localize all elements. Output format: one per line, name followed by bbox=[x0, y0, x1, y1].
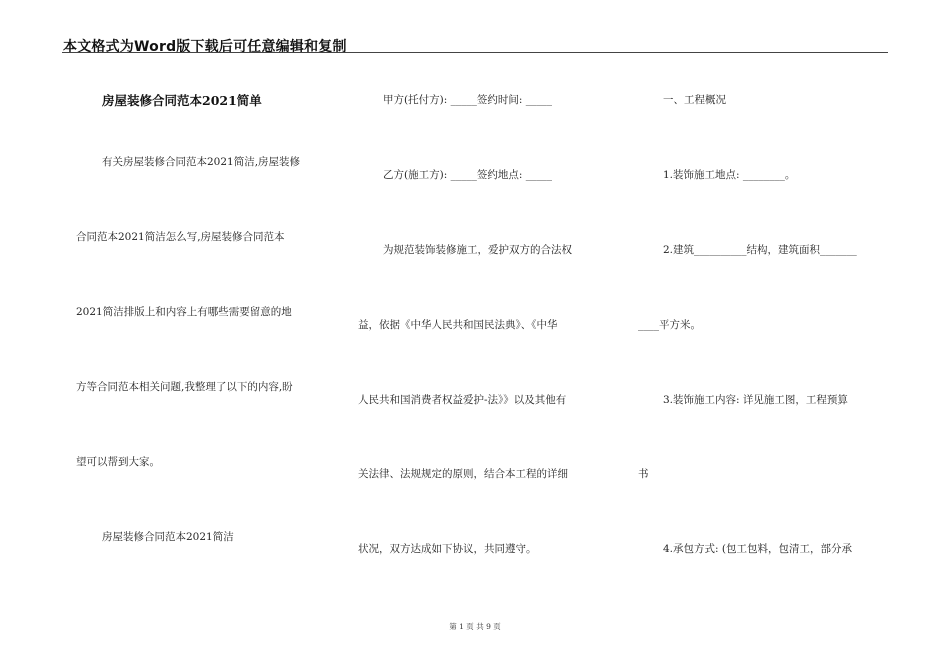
column2-line: 关法律、法规规定的原则，结合本工程的详细 bbox=[358, 468, 568, 480]
party-a-line: 甲方(托付方): _____签约时间: _____ bbox=[383, 94, 552, 106]
column1-subheading: 房屋装修合同范本2021简洁 bbox=[102, 531, 234, 543]
column2-line: 益，依据《中华人民共和国民法典》、《中华 bbox=[358, 319, 558, 331]
column1-line: 2021简洁排版上和内容上有哪些需要留意的地 bbox=[76, 306, 292, 318]
column2-line: 人民共和国消费者权益爱护-法》》以及其他有 bbox=[358, 394, 567, 406]
column3-line: 3.装饰施工内容: 详见施工图，工程预算 bbox=[663, 394, 848, 406]
page-number: 第 1 页 共 9 页 bbox=[449, 622, 501, 631]
column1-line: 望可以帮到大家。 bbox=[76, 456, 160, 468]
section-heading: 一、工程概况 bbox=[663, 94, 726, 106]
column1-line: 有关房屋装修合同范本2021简洁,房屋装修 bbox=[102, 156, 301, 168]
column1-line: 方等合同范本相关问题,我整理了以下的内容,盼 bbox=[76, 381, 293, 393]
column1-line: 合同范本2021简洁怎么写,房屋装修合同范本 bbox=[76, 231, 285, 243]
column3-line: 2.建筑__________结构，建筑面积_______ bbox=[663, 244, 857, 256]
column3-line: 4.承包方式: (包工包料，包清工，部分承 bbox=[663, 543, 852, 555]
column2-line: 为规范装饰装修施工，爱护双方的合法权 bbox=[383, 244, 572, 256]
column2-line: 状况，双方达成如下协议，共同遵守。 bbox=[358, 543, 537, 555]
document-header-title: 本文格式为Word版下载后可任意编辑和复制 bbox=[63, 39, 347, 55]
column3-line: 1.装饰施工地点: ________。 bbox=[663, 169, 796, 181]
column3-line: 书 bbox=[638, 468, 649, 480]
header-divider bbox=[62, 52, 888, 53]
document-title: 房屋装修合同范本2021简单 bbox=[102, 93, 262, 108]
column3-line: ____平方米。 bbox=[638, 319, 701, 331]
party-b-line: 乙方(施工方): _____签约地点: _____ bbox=[383, 169, 552, 181]
